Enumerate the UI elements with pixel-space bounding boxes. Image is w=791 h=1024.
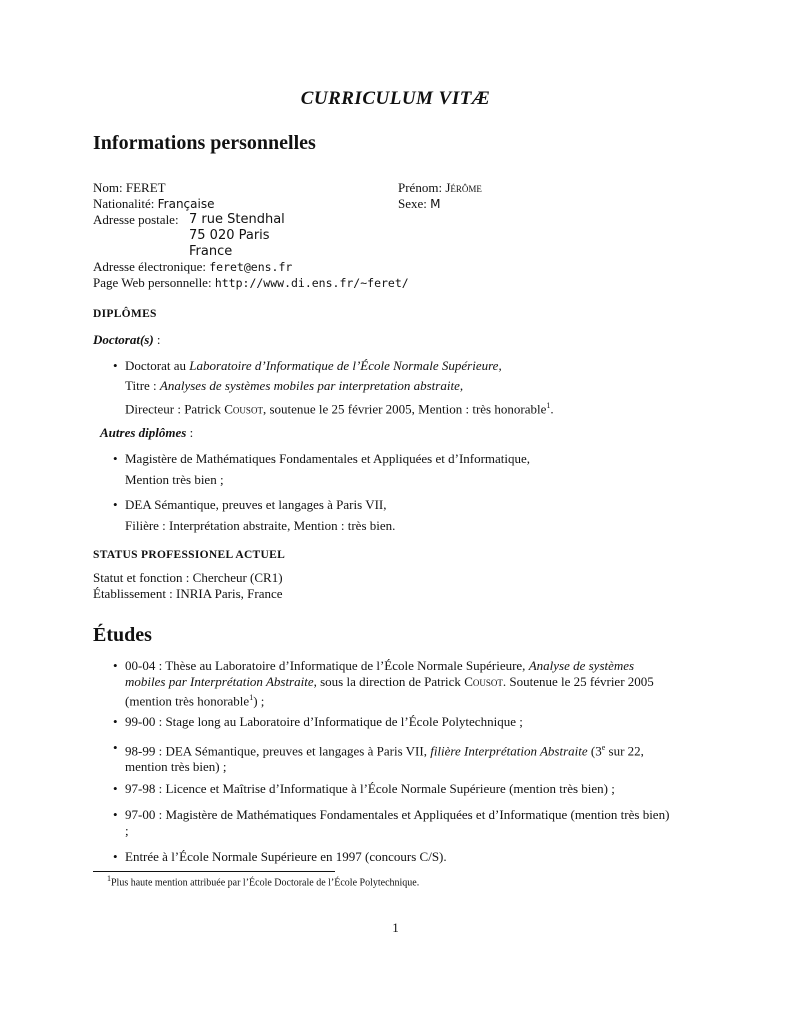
nationalite-line: Nationalité: Française — [93, 196, 215, 211]
nom-value: FERET — [125, 180, 166, 195]
bullet-icon: • — [113, 807, 118, 822]
bullet-icon: • — [113, 358, 118, 373]
doctorat-line-3: Directeur : Patrick Cousot, soutenue le 25 février 2005, Mention : très honorable$^1$. — [125, 401, 554, 417]
status-line-1: Statut et fonction : Chercheur (CR1) — [93, 570, 283, 585]
etudes-item-5: 97-00 : Magistère de Mathématiques Fondamentales et Appliquées et d’Informatique (mention très bien) ; — [125, 807, 670, 838]
footnote-rule — [93, 871, 335, 872]
autres-subheading: Autres diplômes : — [100, 425, 194, 440]
footnote-ref: 1 — [546, 401, 551, 410]
document-title: CURRICULUM VITÆ — [300, 88, 491, 109]
bullet-icon: • — [113, 451, 118, 466]
adresse-line-1: 7 rue Stendhal — [189, 212, 285, 227]
doctorat-line-1: Doctorat au Laboratoire d’Informatique de l’École Normale Supérieure, — [125, 358, 502, 373]
autres-item-2-line-1: DEA Sémantique, preuves et langages à Paris VII, — [125, 497, 387, 512]
prenom-value: Jérôme — [445, 180, 482, 195]
diplomes-heading: DIPLÔMES — [93, 308, 157, 320]
page-number: 1 — [392, 920, 399, 935]
footnote: $^1$Plus haute mention attribuée par l’École Doctorale de l’École Polytechnique. — [107, 874, 420, 889]
bullet-icon: • — [113, 497, 118, 512]
bullet-icon: • — [113, 849, 118, 864]
autres-item-1-line-1: Magistère de Mathématiques Fondamentales et Appliquées et d’Informatique, — [125, 451, 531, 466]
email-link[interactable]: feret@ens.fr — [209, 260, 293, 274]
bullet-icon: • — [113, 740, 118, 755]
bullet-icon: • — [113, 658, 118, 673]
personal-heading: Informations personnelles — [93, 132, 316, 154]
status-line-2: Établissement : INRIA Paris, France — [93, 586, 283, 601]
etudes-item-2: 99-00 : Stage long au Laboratoire d’Informatique de l’École Polytechnique ; — [125, 714, 523, 729]
adresse-line: Adresse postale: — [93, 212, 179, 227]
bullet-icon: • — [113, 781, 118, 796]
etudes-item-4: 97-98 : Licence et Maîtrise d’Informatique à l’École Normale Supérieure (mention très bien) ; — [125, 781, 615, 796]
nationalite-value: Française — [157, 197, 215, 211]
autres-item-1-line-2: Mention très bien ; — [125, 472, 224, 487]
prenom-line: Prénom: Jérôme — [398, 180, 482, 195]
etudes-item-6: Entrée à l’École Normale Supérieure en 1997 (concours C/S). — [125, 849, 447, 864]
etudes-item-3: 98-99 : DEA Sémantique, preuves et langages à Paris VII, filière Interprétation Abstraite (3e sur 22, mention très bien) ; — [125, 743, 644, 775]
doctorat-line-2: Titre : Analyses de systèmes mobiles par interpretation abstraite, — [125, 378, 464, 393]
status-heading: STATUS PROFESSIONEL ACTUEL — [93, 549, 286, 561]
sexe-line: Sexe: M — [398, 196, 441, 211]
autres-item-2-line-2: Filière : Interprétation abstraite, Mention : très bien. — [125, 518, 396, 533]
etudes-heading: Études — [93, 624, 152, 646]
adresse-line-3: France — [189, 244, 233, 259]
doctorat-subheading: Doctorat(s) : — [93, 332, 161, 347]
footnote-mark: 1 — [107, 874, 111, 883]
web-line: Page Web personnelle: http://www.di.ens.fr/~feret/ — [93, 275, 409, 290]
email-line: Adresse électronique: feret@ens.fr — [93, 259, 293, 274]
web-link[interactable]: http://www.di.ens.fr/~feret/ — [214, 276, 409, 290]
etudes-item-1: 00-04 : Thèse au Laboratoire d’Informatique de l’École Normale Supérieure, Analyse de systèmes mobiles par Interprétation Abstraite, sous la direction de Patrick Cousot. Soutenue le 25 février 2005 (mention très honorable$^1$) ; — [125, 658, 654, 709]
adresse-line-2: 75 020 Paris — [189, 228, 270, 243]
nom-line: Nom: FERET — [93, 180, 166, 195]
sexe-value: M — [430, 197, 441, 211]
footnote-ref: 1 — [249, 693, 254, 702]
bullet-icon: • — [113, 714, 118, 729]
